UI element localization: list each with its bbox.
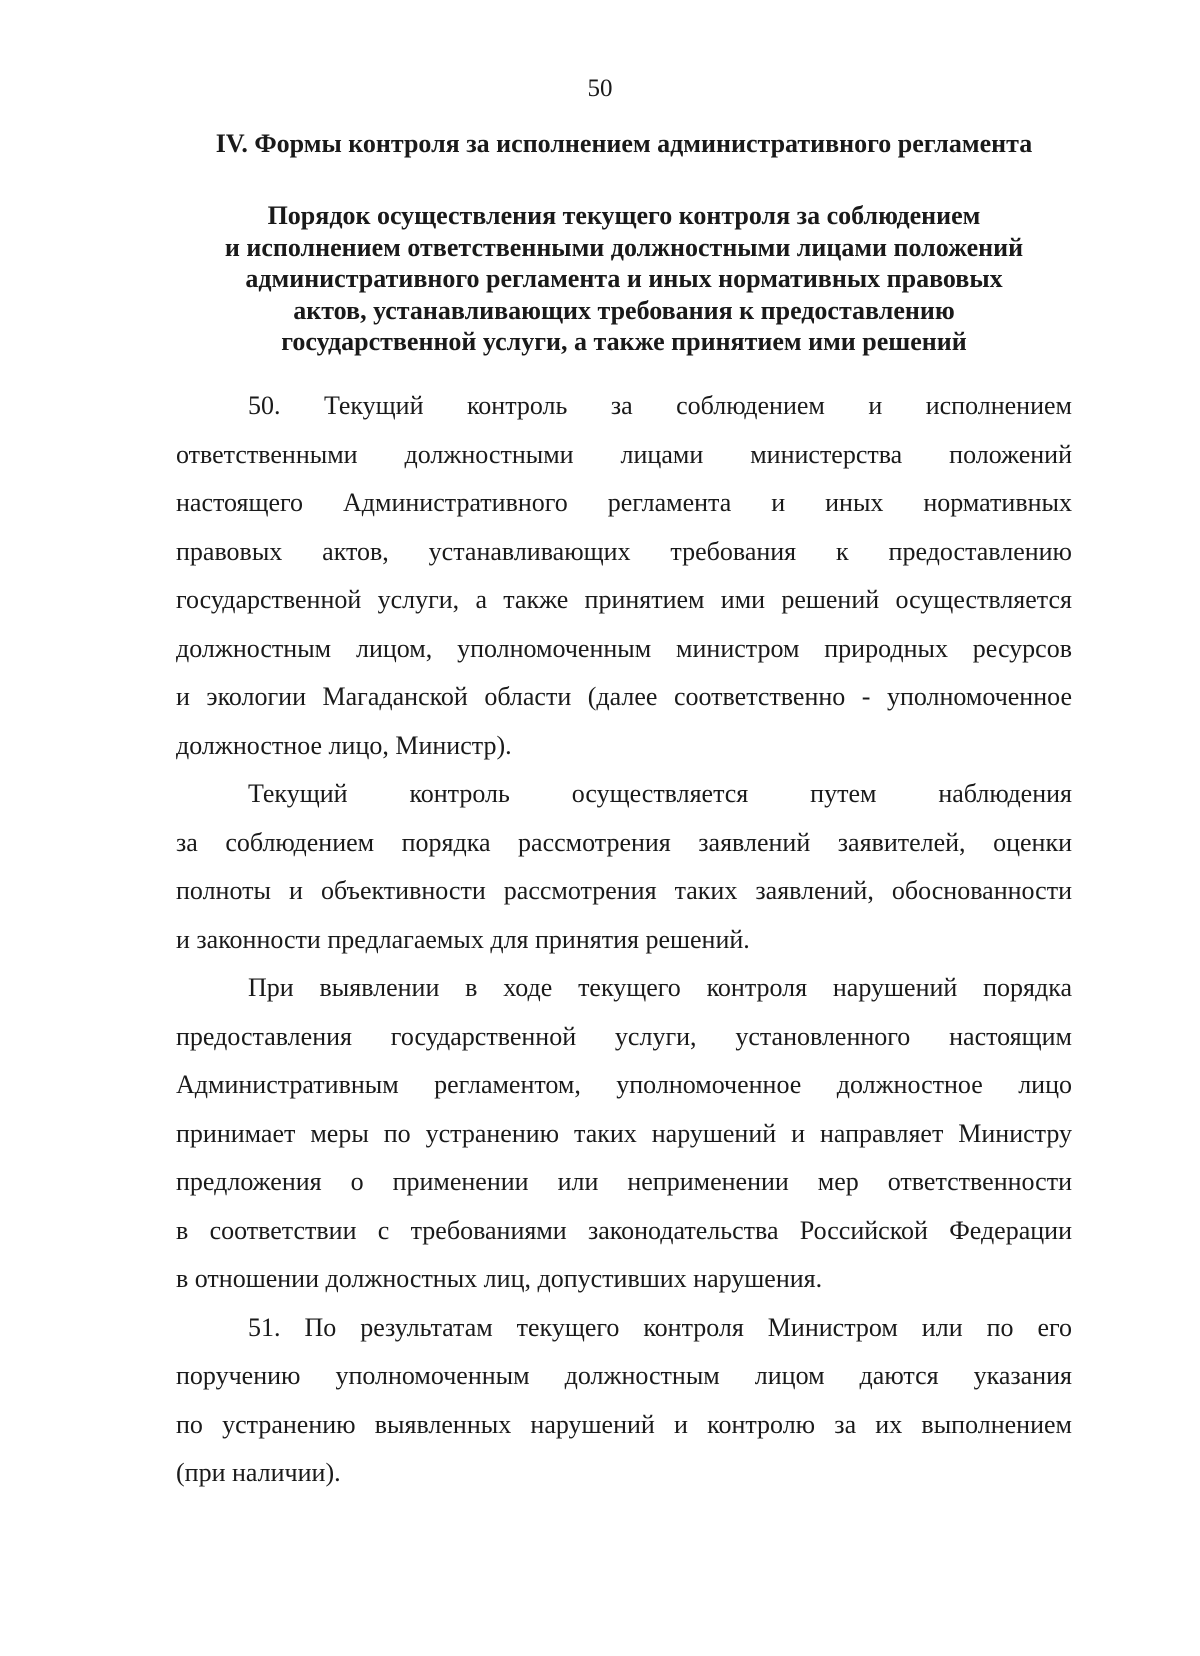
subsection-title-line: административного регламента и иных нормативных правовых — [245, 264, 1003, 293]
paragraph-line: должностным лицом, уполномоченным министром природных ресурсов — [176, 633, 1072, 663]
paragraph-line: в отношении должностных лиц, допустивших нарушения. — [176, 1264, 823, 1293]
paragraph-violations — [176, 964, 1072, 1304]
paragraph-line: Административным регламентом, уполномоченное должностное лицо — [176, 1070, 1072, 1099]
paragraph-current-control — [176, 770, 1072, 964]
paragraph-line: принимает меры по устранению таких нарушений и направляет Министру — [176, 1118, 1072, 1148]
paragraph-line: и экологии Магаданской области (далее соответственно - уполномоченное — [176, 682, 1072, 711]
subsection-title-line: и исполнением ответственными должностными лицами положений — [224, 232, 1024, 262]
paragraph-51 — [176, 1304, 1072, 1498]
paragraph-50 — [176, 382, 1072, 770]
paragraph-line: за соблюдением порядка рассмотрения заявлений заявителей, оценки — [176, 827, 1072, 857]
paragraph-line: 51. По результатам текущего контроля Министром или по его — [248, 1312, 1072, 1342]
subsection-title — [176, 200, 1072, 358]
section-title: IV. Формы контроля за исполнением административного регламента — [215, 129, 1033, 158]
subsection-title-line: государственной услуги, а также принятием ими решений — [281, 327, 967, 356]
paragraph-line: поручению уполномоченным должностным лицом даются указания — [176, 1361, 1072, 1390]
paragraph-line: государственной услуги, а также принятием ими решений осуществляется — [176, 585, 1072, 614]
paragraph-line: (при наличии). — [176, 1458, 341, 1487]
paragraph-line: правовых актов, устанавливающих требования к предоставлению — [176, 536, 1072, 566]
paragraph-line: должностное лицо, Министр). — [176, 730, 512, 760]
paragraph-line: предоставления государственной услуги, установленного настоящим — [176, 1021, 1072, 1051]
paragraph-line: и законности предлагаемых для принятия решений. — [176, 924, 750, 954]
subsection-title-line: актов, устанавливающих требования к предоставлению — [293, 295, 955, 325]
paragraph-line: ответственными должностными лицами министерства положений — [176, 439, 1072, 469]
page-number: 50 — [587, 75, 613, 102]
paragraph-line: полноты и объективности рассмотрения таких заявлений, обоснованности — [176, 876, 1072, 905]
paragraph-line: в соответствии с требованиями законодательства Российской Федерации — [176, 1215, 1072, 1245]
subsection-title-line: Порядок осуществления текущего контроля за соблюдением — [267, 201, 981, 230]
paragraph-line: предложения о применении или неприменении мер ответственности — [176, 1167, 1072, 1196]
paragraph-line: Текущий контроль осуществляется путем наблюдения — [248, 779, 1072, 808]
paragraph-line: по устранению выявленных нарушений и контролю за их выполнением — [176, 1409, 1072, 1439]
paragraph-line: При выявлении в ходе текущего контроля нарушений порядка — [248, 973, 1072, 1002]
document-body — [176, 382, 1072, 1498]
paragraph-line: настоящего Административного регламента и иных нормативных — [176, 488, 1072, 517]
paragraph-line: 50. Текущий контроль за соблюдением и исполнением — [248, 391, 1072, 420]
